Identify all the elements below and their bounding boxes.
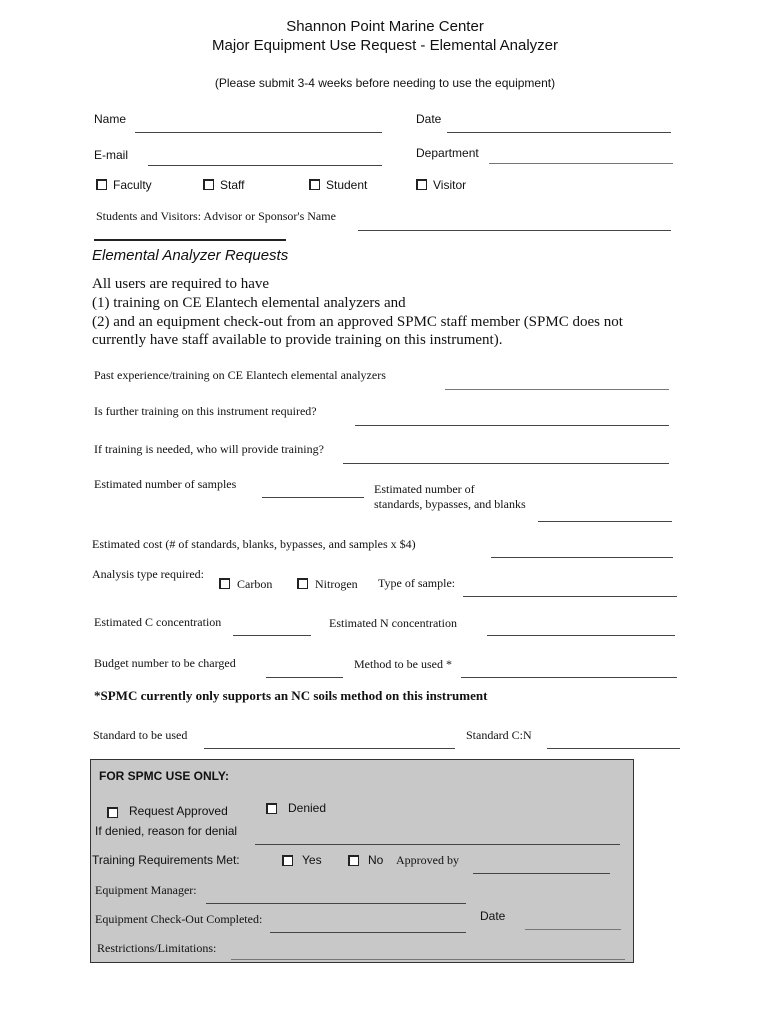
standard-field[interactable] [204,748,455,749]
checkout-date-label: Date [480,909,506,923]
standards-label-line-1: Estimated number of [374,482,475,496]
samples-field[interactable] [262,497,364,498]
name-label: Name [94,112,127,126]
checkout-label: Equipment Check-Out Completed: [95,912,263,926]
training-met-label: Training Requirements Met: [92,853,240,867]
training-yes-label: Yes [302,853,322,867]
checkout-field[interactable] [270,932,466,933]
approved-by-field[interactable] [473,873,610,874]
visitor-label: Visitor [433,178,467,192]
student-checkbox[interactable] [309,179,320,190]
department-field[interactable] [489,163,673,164]
standard-cn-field[interactable] [547,748,680,749]
equipment-manager-label: Equipment Manager: [95,883,197,897]
further-training-field[interactable] [355,425,669,426]
cost-label: Estimated cost (# of standards, blanks, bypasses, and samples x $4) [92,537,416,551]
student-label: Student [326,178,368,192]
intro-line-1: All users are required to have [92,276,270,292]
c-concentration-field[interactable] [233,635,311,636]
analysis-type-label: Analysis type required: [92,567,204,581]
sample-type-field[interactable] [463,596,677,597]
submission-note: (Please submit 3-4 weeks before needing to use the equipment) [214,76,556,90]
approved-by-label: Approved by [396,853,459,867]
method-label: Method to be used * [354,657,452,671]
standard-cn-label: Standard C:N [466,728,532,742]
denial-reason-label: If denied, reason for denial [95,824,238,838]
restrictions-field[interactable] [231,959,625,960]
n-concentration-label: Estimated N concentration [329,616,457,630]
staff-label: Staff [220,178,245,192]
training-no-checkbox[interactable] [348,855,359,866]
denied-checkbox[interactable] [266,803,277,814]
intro-line-2: (1) training on CE Elantech elemental analyzers and [92,295,406,311]
advisor-label: Students and Visitors: Advisor or Sponsor's Name [96,209,336,223]
carbon-label: Carbon [237,577,273,591]
date-field[interactable] [447,132,671,133]
trainer-field[interactable] [343,463,669,464]
past-experience-field[interactable] [445,389,669,390]
section-divider [94,239,286,241]
visitor-checkbox[interactable] [416,179,427,190]
n-concentration-field[interactable] [487,635,675,636]
email-field[interactable] [148,165,382,166]
budget-field[interactable] [266,677,343,678]
standard-label: Standard to be used [93,728,188,742]
section-heading: Elemental Analyzer Requests [92,247,289,264]
faculty-label: Faculty [113,178,152,192]
name-field[interactable] [135,132,382,133]
cost-field[interactable] [491,557,673,558]
request-approved-label: Request Approved [129,804,228,818]
nitrogen-label: Nitrogen [315,577,358,591]
intro-line-4: currently have staff available to provide training on this instrument). [92,332,503,348]
past-experience-label: Past experience/training on CE Elantech elemental analyzers [94,368,386,382]
budget-label: Budget number to be charged [94,656,236,670]
advisor-field[interactable] [358,230,671,231]
intro-line-3: (2) and an equipment check-out from an approved SPMC staff member (SPMC does not [92,314,623,330]
further-training-label: Is further training on this instrument required? [94,404,317,418]
denial-reason-field[interactable] [255,844,620,845]
staff-checkbox[interactable] [203,179,214,190]
organization-title: Shannon Point Marine Center [286,18,484,35]
method-note: *SPMC currently only supports an NC soils method on this instrument [94,688,488,703]
method-field[interactable] [461,677,677,678]
spmc-heading: FOR SPMC USE ONLY: [99,769,230,783]
date-label: Date [416,112,442,126]
carbon-checkbox[interactable] [219,578,230,589]
spmc-use-only-panel [90,759,634,963]
form-title: Major Equipment Use Request - Elemental Analyzer [212,37,558,54]
nitrogen-checkbox[interactable] [297,578,308,589]
c-concentration-label: Estimated C concentration [94,615,222,629]
faculty-checkbox[interactable] [96,179,107,190]
standards-field[interactable] [538,521,672,522]
denied-label: Denied [288,801,327,815]
restrictions-label: Restrictions/Limitations: [97,941,217,955]
equipment-manager-field[interactable] [206,903,466,904]
checkout-date-field[interactable] [525,929,621,930]
department-label: Department [416,146,479,160]
sample-type-label: Type of sample: [378,576,456,590]
training-no-label: No [368,853,384,867]
trainer-label: If training is needed, who will provide training? [94,442,324,456]
request-approved-checkbox[interactable] [107,807,118,818]
email-label: E-mail [94,148,129,162]
standards-label-line-2: standards, bypasses, and blanks [374,497,526,511]
samples-label: Estimated number of samples [94,477,237,491]
training-yes-checkbox[interactable] [282,855,293,866]
